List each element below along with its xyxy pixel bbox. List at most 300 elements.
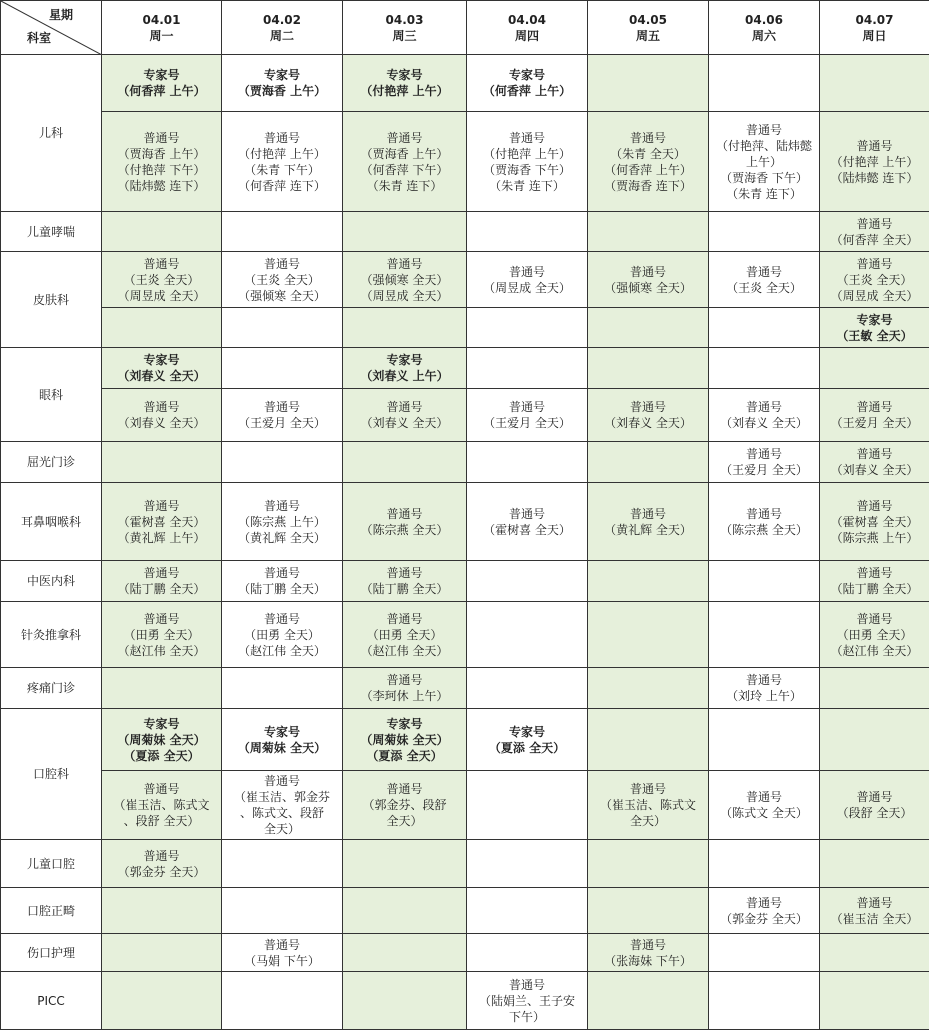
empty-slot-cell (709, 348, 820, 389)
day-date: 04.03 (343, 12, 466, 28)
empty-slot-cell (467, 212, 588, 252)
day-weekday: 周三 (343, 28, 466, 44)
regular-slot-cell (820, 602, 929, 668)
slot-type-label: 普通号 (343, 506, 466, 522)
empty-slot-cell (709, 308, 820, 348)
department-cell: 伤口护理 (1, 934, 102, 972)
slot-doctor-line: （付艳萍 上午） (343, 83, 466, 99)
regular-slot-cell (343, 602, 467, 668)
slot-doctor-line: （周昱成 全天） (102, 288, 221, 304)
slot-doctor-line: （郭金芬、段舒 (343, 797, 466, 813)
regular-slot-cell (820, 771, 929, 840)
regular-slot-cell (820, 442, 929, 483)
department-cell: 儿童口腔 (1, 840, 102, 888)
empty-slot-cell (343, 212, 467, 252)
empty-slot-cell (467, 602, 588, 668)
slot-type-label: 普通号 (222, 611, 342, 627)
regular-slot-cell (820, 483, 929, 561)
slot-doctor-line: （朱青 下午） (222, 162, 342, 178)
slot-doctor-line: （夏添 全天） (467, 740, 587, 756)
expert-slot-cell (222, 55, 343, 112)
day-weekday: 周二 (222, 28, 342, 44)
slot-type-label: 专家号 (343, 716, 466, 732)
regular-slot-cell (709, 668, 820, 709)
schedule-row (1, 668, 929, 709)
schedule-row (1, 709, 929, 771)
slot-type-label: 普通号 (820, 399, 929, 415)
slot-doctor-line: （赵江伟 全天） (343, 643, 466, 659)
empty-slot-cell (467, 348, 588, 389)
slot-type-label: 普通号 (102, 565, 221, 581)
schedule-row (1, 561, 929, 602)
slot-doctor-line: （王爱月 全天） (709, 462, 819, 478)
slot-doctor-line: （陆丁鹏 全天） (222, 581, 342, 597)
empty-slot-cell (588, 602, 709, 668)
regular-slot-cell (222, 252, 343, 308)
slot-doctor-line: （何香萍 全天） (820, 232, 929, 248)
slot-type-label: 专家号 (102, 352, 221, 368)
corner-weekday-label: 星期 (49, 7, 73, 23)
slot-doctor-line: （付艳萍 下午） (102, 162, 221, 178)
regular-slot-cell (343, 771, 467, 840)
regular-slot-cell (102, 112, 222, 212)
regular-slot-cell (467, 112, 588, 212)
slot-doctor-line: （周菊妹 全天） (343, 732, 466, 748)
slot-doctor-line: 上午） (709, 154, 819, 170)
day-date: 04.01 (102, 12, 221, 28)
day-date: 04.05 (588, 12, 708, 28)
slot-type-label: 普通号 (588, 399, 708, 415)
empty-slot-cell (467, 934, 588, 972)
empty-slot-cell (820, 55, 929, 112)
slot-type-label: 普通号 (588, 781, 708, 797)
regular-slot-cell (820, 888, 929, 934)
regular-slot-cell (709, 771, 820, 840)
slot-doctor-line: （霍树喜 全天） (467, 522, 587, 538)
schedule-row (1, 771, 929, 840)
regular-slot-cell (467, 252, 588, 308)
slot-doctor-line: （何香萍 上午） (467, 83, 587, 99)
slot-type-label: 普通号 (102, 611, 221, 627)
empty-slot-cell (709, 561, 820, 602)
day-date: 04.02 (222, 12, 342, 28)
slot-doctor-line: （王爱月 全天） (820, 415, 929, 431)
department-cell: PICC (1, 972, 102, 1030)
day-weekday: 周四 (467, 28, 587, 44)
slot-type-label: 普通号 (820, 216, 929, 232)
empty-slot-cell (709, 934, 820, 972)
slot-doctor-line: 全天） (222, 821, 342, 837)
slot-doctor-line: （陆娟兰、王子安 (467, 993, 587, 1009)
slot-type-label: 普通号 (820, 498, 929, 514)
header-row (1, 1, 929, 55)
slot-doctor-line: （王炎 全天） (102, 272, 221, 288)
day-header (222, 1, 343, 55)
regular-slot-cell (343, 112, 467, 212)
empty-slot-cell (709, 709, 820, 771)
schedule-row (1, 840, 929, 888)
day-weekday: 周一 (102, 28, 221, 44)
slot-doctor-line: （朱青 连下） (467, 178, 587, 194)
regular-slot-cell (709, 442, 820, 483)
slot-doctor-line: （田勇 全天） (343, 627, 466, 643)
slot-type-label: 普通号 (709, 264, 819, 280)
regular-slot-cell (222, 602, 343, 668)
slot-doctor-line: （郭金芬 全天） (709, 911, 819, 927)
slot-type-label: 普通号 (343, 781, 466, 797)
empty-slot-cell (820, 934, 929, 972)
regular-slot-cell (102, 252, 222, 308)
slot-doctor-line: （朱青 连下） (343, 178, 466, 194)
slot-type-label: 普通号 (102, 498, 221, 514)
regular-slot-cell (820, 252, 929, 308)
slot-doctor-line: （刘春义 全天） (709, 415, 819, 431)
empty-slot-cell (222, 308, 343, 348)
empty-slot-cell (820, 348, 929, 389)
slot-doctor-line: （何香萍 上午） (102, 83, 221, 99)
slot-doctor-line: （赵江伟 全天） (820, 643, 929, 659)
schedule-row (1, 442, 929, 483)
schedule-row (1, 483, 929, 561)
day-header (102, 1, 222, 55)
regular-slot-cell (222, 483, 343, 561)
empty-slot-cell (102, 308, 222, 348)
slot-type-label: 普通号 (467, 399, 587, 415)
slot-type-label: 普通号 (343, 130, 466, 146)
slot-type-label: 普通号 (588, 937, 708, 953)
slot-doctor-line: （刘春义 全天） (102, 368, 221, 384)
slot-type-label: 普通号 (588, 130, 708, 146)
slot-type-label: 普通号 (343, 256, 466, 272)
slot-doctor-line: （王炎 全天） (820, 272, 929, 288)
slot-doctor-line: （陈式文 全天） (709, 805, 819, 821)
expert-slot-cell (343, 348, 467, 389)
department-cell: 疼痛门诊 (1, 668, 102, 709)
empty-slot-cell (467, 888, 588, 934)
corner-dept-label: 科室 (27, 30, 51, 46)
day-weekday: 周日 (820, 28, 929, 44)
slot-doctor-line: （刘春义 全天） (820, 462, 929, 478)
slot-type-label: 专家号 (343, 67, 466, 83)
slot-doctor-line: （强倾寒 全天） (343, 272, 466, 288)
regular-slot-cell (102, 771, 222, 840)
expert-slot-cell (222, 709, 343, 771)
slot-doctor-line: （黄礼辉 全天） (222, 530, 342, 546)
regular-slot-cell (343, 561, 467, 602)
empty-slot-cell (709, 212, 820, 252)
slot-type-label: 普通号 (222, 256, 342, 272)
slot-doctor-line: （周昱成 全天） (467, 280, 587, 296)
regular-slot-cell (588, 771, 709, 840)
regular-slot-cell (222, 389, 343, 442)
slot-doctor-line: （贾海香 上午） (343, 146, 466, 162)
empty-slot-cell (709, 972, 820, 1030)
empty-slot-cell (588, 442, 709, 483)
department-cell: 皮肤科 (1, 252, 102, 348)
empty-slot-cell (102, 972, 222, 1030)
schedule-row (1, 348, 929, 389)
empty-slot-cell (343, 840, 467, 888)
slot-doctor-line: （张海妹 下午） (588, 953, 708, 969)
slot-type-label: 专家号 (343, 352, 466, 368)
empty-slot-cell (820, 840, 929, 888)
day-header (820, 1, 929, 55)
slot-doctor-line: （王炎 全天） (222, 272, 342, 288)
empty-slot-cell (709, 840, 820, 888)
slot-doctor-line: （李珂休 上午） (343, 688, 466, 704)
slot-type-label: 专家号 (467, 724, 587, 740)
day-header (709, 1, 820, 55)
regular-slot-cell (343, 668, 467, 709)
slot-doctor-line: （朱青 连下） (709, 186, 819, 202)
slot-doctor-line: 、陈式文、段舒 (222, 805, 342, 821)
empty-slot-cell (222, 888, 343, 934)
regular-slot-cell (222, 561, 343, 602)
slot-type-label: 普通号 (820, 789, 929, 805)
regular-slot-cell (343, 252, 467, 308)
empty-slot-cell (343, 308, 467, 348)
empty-slot-cell (222, 668, 343, 709)
expert-slot-cell (467, 709, 588, 771)
department-cell: 中医内科 (1, 561, 102, 602)
department-cell: 儿童哮喘 (1, 212, 102, 252)
empty-slot-cell (588, 308, 709, 348)
regular-slot-cell (102, 483, 222, 561)
slot-type-label: 普通号 (709, 895, 819, 911)
slot-doctor-line: （段舒 全天） (820, 805, 929, 821)
schedule-row (1, 972, 929, 1030)
slot-doctor-line: （刘玲 上午） (709, 688, 819, 704)
empty-slot-cell (588, 55, 709, 112)
regular-slot-cell (222, 771, 343, 840)
empty-slot-cell (588, 972, 709, 1030)
empty-slot-cell (588, 348, 709, 389)
day-date: 04.07 (820, 12, 929, 28)
day-date: 04.06 (709, 12, 819, 28)
slot-doctor-line: （贾海香 上午） (102, 146, 221, 162)
regular-slot-cell (102, 561, 222, 602)
slot-doctor-line: （陈宗燕 全天） (343, 522, 466, 538)
regular-slot-cell (588, 112, 709, 212)
expert-slot-cell (102, 55, 222, 112)
slot-type-label: 普通号 (709, 399, 819, 415)
empty-slot-cell (467, 771, 588, 840)
empty-slot-cell (467, 442, 588, 483)
slot-doctor-line: （马娟 下午） (222, 953, 342, 969)
regular-slot-cell (820, 561, 929, 602)
slot-type-label: 普通号 (102, 130, 221, 146)
regular-slot-cell (709, 112, 820, 212)
slot-doctor-line: （贾海香 下午） (709, 170, 819, 186)
slot-doctor-line: （刘春义 上午） (343, 368, 466, 384)
slot-type-label: 普通号 (709, 789, 819, 805)
regular-slot-cell (820, 112, 929, 212)
empty-slot-cell (467, 668, 588, 709)
slot-type-label: 普通号 (820, 256, 929, 272)
slot-doctor-line: （强倾寒 全天） (222, 288, 342, 304)
slot-doctor-line: （夏添 全天） (343, 748, 466, 764)
slot-doctor-line: （朱青 全天） (588, 146, 708, 162)
slot-doctor-line: （陆丁鹏 全天） (820, 581, 929, 597)
slot-doctor-line: （贾海香 下午） (467, 162, 587, 178)
slot-type-label: 普通号 (222, 565, 342, 581)
slot-type-label: 普通号 (222, 130, 342, 146)
slot-doctor-line: 全天） (343, 813, 466, 829)
slot-doctor-line: （周昱成 全天） (343, 288, 466, 304)
slot-doctor-line: （何香萍 连下） (222, 178, 342, 194)
empty-slot-cell (467, 561, 588, 602)
slot-doctor-line: （崔玉洁、郭金芬 (222, 789, 342, 805)
slot-doctor-line: （夏添 全天） (102, 748, 221, 764)
slot-doctor-line: （刘春义 全天） (588, 415, 708, 431)
slot-doctor-line: （付艳萍 上午） (222, 146, 342, 162)
slot-type-label: 普通号 (343, 565, 466, 581)
empty-slot-cell (102, 888, 222, 934)
empty-slot-cell (709, 602, 820, 668)
slot-doctor-line: （黄礼辉 上午） (102, 530, 221, 546)
slot-doctor-line: （王敏 全天） (820, 328, 929, 344)
slot-doctor-line: 全天） (588, 813, 708, 829)
slot-doctor-line: （陆炜懿 连下） (102, 178, 221, 194)
slot-doctor-line: （陈宗燕 上午） (222, 514, 342, 530)
schedule-row (1, 602, 929, 668)
day-header (343, 1, 467, 55)
expert-slot-cell (343, 709, 467, 771)
slot-type-label: 普通号 (820, 565, 929, 581)
slot-doctor-line: 下午） (467, 1009, 587, 1025)
slot-doctor-line: （刘春义 全天） (343, 415, 466, 431)
slot-doctor-line: （刘春义 全天） (102, 415, 221, 431)
empty-slot-cell (820, 709, 929, 771)
slot-type-label: 专家号 (102, 67, 221, 83)
empty-slot-cell (222, 212, 343, 252)
slot-type-label: 普通号 (820, 611, 929, 627)
empty-slot-cell (820, 668, 929, 709)
regular-slot-cell (102, 389, 222, 442)
empty-slot-cell (588, 561, 709, 602)
empty-slot-cell (588, 212, 709, 252)
empty-slot-cell (588, 840, 709, 888)
slot-type-label: 普通号 (820, 446, 929, 462)
slot-doctor-line: （周昱成 全天） (820, 288, 929, 304)
regular-slot-cell (343, 389, 467, 442)
corner-cell (1, 1, 102, 55)
empty-slot-cell (102, 668, 222, 709)
slot-type-label: 普通号 (102, 781, 221, 797)
schedule-row (1, 252, 929, 308)
slot-doctor-line: （田勇 全天） (820, 627, 929, 643)
regular-slot-cell (588, 252, 709, 308)
slot-doctor-line: （何香萍 上午） (588, 162, 708, 178)
slot-type-label: 专家号 (222, 67, 342, 83)
department-cell: 屈光门诊 (1, 442, 102, 483)
slot-type-label: 普通号 (222, 498, 342, 514)
empty-slot-cell (467, 840, 588, 888)
slot-type-label: 普通号 (467, 130, 587, 146)
empty-slot-cell (343, 888, 467, 934)
regular-slot-cell (588, 483, 709, 561)
slot-doctor-line: （崔玉洁、陈式文 (588, 797, 708, 813)
regular-slot-cell (709, 483, 820, 561)
slot-doctor-line: （田勇 全天） (222, 627, 342, 643)
regular-slot-cell (709, 888, 820, 934)
regular-slot-cell (467, 483, 588, 561)
day-date: 04.04 (467, 12, 587, 28)
slot-type-label: 专家号 (222, 724, 342, 740)
empty-slot-cell (102, 934, 222, 972)
expert-slot-cell (820, 308, 929, 348)
expert-slot-cell (102, 348, 222, 389)
slot-doctor-line: （崔玉洁、陈式文 (102, 797, 221, 813)
expert-slot-cell (102, 709, 222, 771)
empty-slot-cell (222, 972, 343, 1030)
empty-slot-cell (588, 888, 709, 934)
slot-type-label: 普通号 (343, 399, 466, 415)
schedule-row (1, 55, 929, 112)
slot-doctor-line: （田勇 全天） (102, 627, 221, 643)
slot-doctor-line: 、段舒 全天） (102, 813, 221, 829)
empty-slot-cell (588, 668, 709, 709)
slot-type-label: 普通号 (467, 506, 587, 522)
slot-doctor-line: （霍树喜 全天） (820, 514, 929, 530)
slot-doctor-line: （贾海香 连下） (588, 178, 708, 194)
slot-type-label: 普通号 (709, 446, 819, 462)
empty-slot-cell (222, 840, 343, 888)
slot-type-label: 普通号 (343, 611, 466, 627)
schedule-body (1, 55, 929, 1030)
regular-slot-cell (343, 483, 467, 561)
slot-type-label: 普通号 (709, 672, 819, 688)
empty-slot-cell (102, 212, 222, 252)
slot-doctor-line: （崔玉洁 全天） (820, 911, 929, 927)
regular-slot-cell (709, 252, 820, 308)
slot-doctor-line: （强倾寒 全天） (588, 280, 708, 296)
slot-doctor-line: （赵江伟 全天） (102, 643, 221, 659)
day-weekday: 周六 (709, 28, 819, 44)
regular-slot-cell (467, 389, 588, 442)
slot-type-label: 普通号 (467, 977, 587, 993)
empty-slot-cell (222, 348, 343, 389)
regular-slot-cell (222, 934, 343, 972)
slot-doctor-line: （陆炜懿 连下） (820, 170, 929, 186)
slot-doctor-line: （黄礼辉 全天） (588, 522, 708, 538)
slot-type-label: 普通号 (709, 506, 819, 522)
empty-slot-cell (820, 972, 929, 1030)
slot-doctor-line: （贾海香 上午） (222, 83, 342, 99)
schedule-row (1, 389, 929, 442)
regular-slot-cell (588, 934, 709, 972)
slot-doctor-line: （付艳萍 上午） (467, 146, 587, 162)
slot-doctor-line: （付艳萍 上午） (820, 154, 929, 170)
slot-type-label: 普通号 (820, 138, 929, 154)
empty-slot-cell (102, 442, 222, 483)
department-cell: 耳鼻咽喉科 (1, 483, 102, 561)
department-cell: 眼科 (1, 348, 102, 442)
slot-type-label: 专家号 (820, 312, 929, 328)
slot-type-label: 普通号 (222, 399, 342, 415)
slot-type-label: 普通号 (343, 672, 466, 688)
schedule-row (1, 888, 929, 934)
slot-type-label: 普通号 (222, 937, 342, 953)
slot-doctor-line: （何香萍 下午） (343, 162, 466, 178)
empty-slot-cell (709, 55, 820, 112)
department-cell: 口腔正畸 (1, 888, 102, 934)
slot-doctor-line: （陆丁鹏 全天） (102, 581, 221, 597)
slot-doctor-line: （陈宗燕 上午） (820, 530, 929, 546)
schedule-row (1, 112, 929, 212)
regular-slot-cell (102, 840, 222, 888)
slot-doctor-line: （赵江伟 全天） (222, 643, 342, 659)
